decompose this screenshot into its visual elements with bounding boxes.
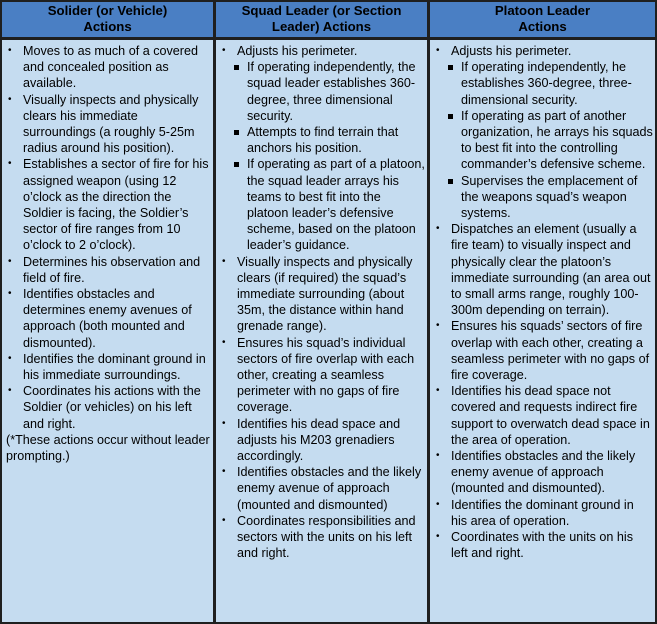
bullet-icon: • — [436, 320, 440, 332]
list-item — [2, 286, 213, 351]
header-platoon-leader-line2: Actions — [518, 19, 567, 35]
bullet-icon: • — [222, 336, 226, 348]
list-item — [2, 383, 213, 432]
header-squad-leader-line2: Leader) Actions — [271, 19, 372, 35]
list-item — [216, 335, 427, 416]
list-item-text: Coordinates responsibilities and sectors with the units on his left and right. — [237, 513, 416, 561]
bullet-icon: • — [222, 514, 226, 526]
list-item-text: Identifies the dominant ground in his area of operation. — [451, 497, 634, 528]
header-soldier-line2: Actions — [83, 19, 132, 35]
square-bullet-icon — [234, 162, 239, 167]
bullet-icon: • — [8, 288, 12, 300]
list-item — [430, 318, 655, 383]
list-item-text: Dispatches an element (usually a fire team) to visually inspect and physically clear the platoon’s immediate surrounding (an area out to small arms range, roughly 100-300m depending on terrain). — [451, 222, 651, 318]
squad-leader-actions-cell — [216, 40, 427, 622]
sub-list-item — [216, 59, 427, 124]
list-item-text: Visually inspects and physically clears (if required) the squad’s immediate surrounding (about 35m, the distance within hand grenade range). — [237, 254, 413, 334]
leader-prompt-note: (*These actions occur without leader prompting.) — [6, 432, 210, 464]
sub-list-item — [430, 108, 655, 173]
bullet-icon: • — [222, 255, 226, 267]
square-bullet-icon — [448, 114, 453, 119]
sub-list-item-text: If operating as part of another organization, he arrays his squads to best fit into the controlling commander’s defensive scheme. — [461, 108, 653, 172]
list-item — [216, 43, 427, 59]
list-item — [216, 416, 427, 465]
sub-list-item — [430, 59, 655, 108]
bullet-icon: • — [8, 158, 12, 170]
sub-list-item — [430, 173, 655, 222]
list-item-text: Identifies the dominant ground in his immediate surroundings. — [23, 351, 206, 383]
bullet-icon: • — [436, 45, 440, 56]
bullet-icon: • — [436, 531, 440, 543]
header-squad-leader — [216, 2, 427, 37]
list-item — [2, 351, 213, 383]
header-soldier-line1: Solider (or Vehicle) — [47, 3, 168, 18]
list-item-text: Identifies his dead space and adjusts his M203 grenadiers accordingly. — [237, 416, 401, 464]
header-squad-leader-line1: Squad Leader (or Section — [241, 3, 402, 18]
list-item — [2, 92, 213, 157]
bullet-icon: • — [436, 498, 440, 510]
list-item — [430, 383, 655, 448]
list-item — [430, 529, 655, 561]
bullet-icon: • — [436, 223, 440, 235]
list-item — [430, 43, 655, 59]
list-item — [430, 497, 655, 529]
soldier-actions-cell — [2, 40, 213, 622]
header-soldier — [2, 2, 213, 37]
list-item-text: Identifies his dead space not covered and requests indirect fire support to overwatch dead space in the area of operation. — [451, 384, 650, 447]
list-item-text: Adjusts his perimeter. — [451, 44, 572, 58]
header-platoon-leader — [430, 2, 655, 37]
bullet-icon: • — [8, 352, 12, 364]
bullet-icon: • — [436, 385, 440, 397]
list-item — [430, 448, 655, 497]
sub-list-item — [216, 156, 427, 253]
list-item-text: Establishes a sector of fire for his assigned weapon (using 12 o’clock as the direction the Soldier is facing, the Soldier’s sector of fire ranges from 10 o’clock to 2 o’clock). — [23, 157, 209, 253]
list-item — [2, 156, 213, 253]
platoon-leader-actions-cell — [430, 40, 655, 622]
sub-list-item-text: If operating independently, he establishes 360-degree, three-dimensional security. — [461, 60, 632, 107]
sub-list-item-text: Supervises the emplacement of the weapons squad’s weapon systems. — [461, 173, 638, 221]
bullet-list — [216, 43, 427, 562]
sub-list-item-text: If operating as part of a platoon, the squad leader arrays his teams to best fit into the platoon leader’s defensive scheme, based on the platoon leader’s guidance. — [247, 157, 425, 253]
list-item-text: Identifies obstacles and determines enemy avenues of approach (both mounted and dismounted). — [23, 287, 192, 350]
list-item — [2, 43, 213, 92]
list-item-text: Coordinates with the units on his left and right. — [451, 530, 634, 561]
list-item-text: Ensures his squad’s individual sectors of fire overlap with each other, creating a seamless perimeter with no gaps of fire coverage. — [237, 335, 415, 415]
list-item-text: Adjusts his perimeter. — [237, 44, 358, 58]
bullet-icon: • — [222, 466, 226, 478]
square-bullet-icon — [234, 65, 239, 70]
bullet-icon: • — [8, 93, 12, 105]
bullet-list — [2, 43, 213, 432]
list-item — [430, 221, 655, 318]
bullet-icon: • — [8, 385, 12, 397]
list-item-text: Moves to as much of a covered and concealed position as available. — [23, 44, 198, 91]
list-item-text: Visually inspects and physically clears his immediate surroundings (a roughly 5-25m radius around his position). — [23, 92, 199, 156]
list-item-text: Identifies obstacles and the likely enemy avenue of approach (mounted and dismounted) — [237, 465, 422, 512]
list-item-text: Identifies obstacles and the likely enemy avenue of approach (mounted and dismounted). — [451, 449, 636, 496]
bullet-icon: • — [8, 255, 12, 267]
bullet-list — [430, 43, 655, 562]
list-item-text: Ensures his squads’ sectors of fire overlap with each other, creating a seamless perimeter with no gaps of fire coverage. — [451, 319, 650, 383]
square-bullet-icon — [448, 65, 453, 70]
sub-list-item-text: If operating independently, the squad leader establishes 360-degree, three dimensional security. — [247, 60, 416, 123]
bullet-icon: • — [222, 417, 226, 429]
sub-list-item-text: Attempts to find terrain that anchors his position. — [247, 125, 399, 156]
bullet-icon: • — [222, 45, 226, 56]
header-platoon-leader-line1: Platoon Leader — [494, 3, 591, 18]
square-bullet-icon — [448, 179, 453, 184]
bullet-icon: • — [8, 45, 12, 56]
list-item-text: Coordinates his actions with the Soldier (or vehicles) on his left and right. — [23, 384, 201, 431]
list-item — [216, 464, 427, 513]
list-item-text: Determines his observation and field of fire. — [23, 254, 201, 285]
sub-list-item — [216, 124, 427, 156]
square-bullet-icon — [234, 130, 239, 135]
list-item — [216, 254, 427, 335]
list-item — [216, 513, 427, 562]
list-item — [2, 254, 213, 286]
bullet-icon: • — [436, 450, 440, 462]
